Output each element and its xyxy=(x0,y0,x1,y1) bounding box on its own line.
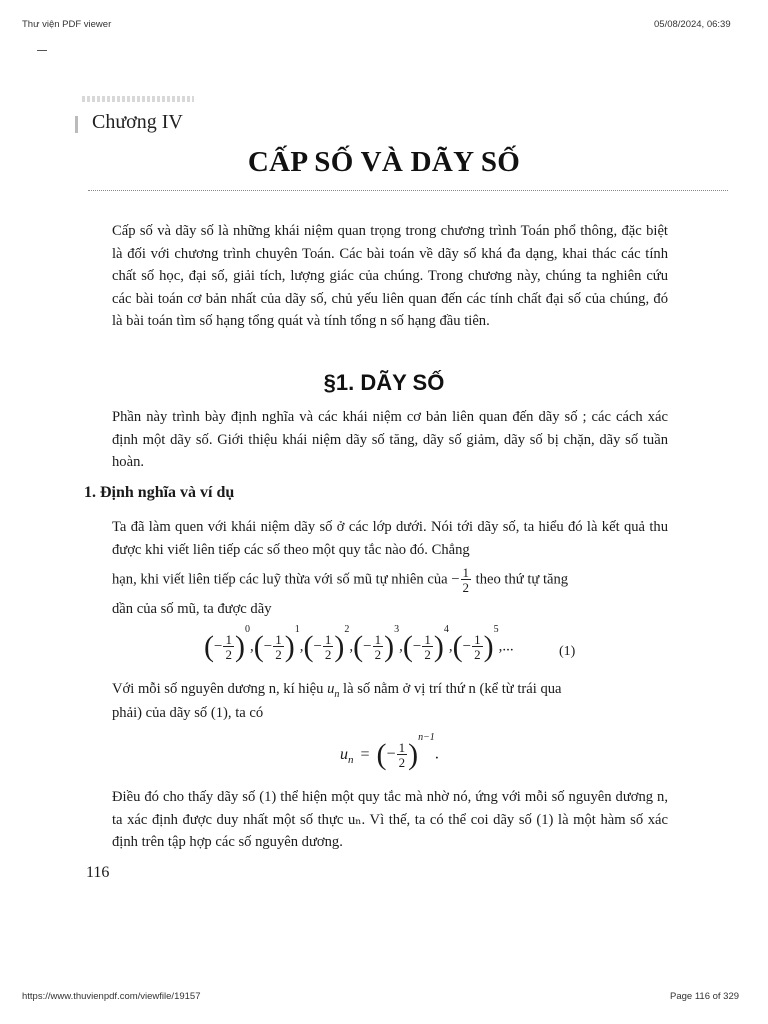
term-exponent: 0 xyxy=(244,624,250,635)
fraction-numerator: 1 xyxy=(462,565,469,580)
text-segment: hạn, khi viết liên tiếp các luỹ thừa với số mũ tự nhiên của xyxy=(112,571,448,588)
minimize-dash[interactable] xyxy=(37,50,47,51)
paragraph-line: phải) của dãy số (1), ta có xyxy=(112,705,264,721)
term-exponent: 4 xyxy=(443,624,449,635)
sequence-term: (− $\frac{1}{2}$ )$^2$ xyxy=(303,624,350,663)
sequence-term: (− $\frac{1}{2}$ )$^1$ xyxy=(253,624,300,663)
variable-subscript: n xyxy=(334,688,340,700)
viewer-title: Thư viện PDF viewer xyxy=(22,19,112,30)
chapter-decoration xyxy=(82,96,194,102)
term-exponent: 2 xyxy=(344,624,350,635)
variable-u: $u_n$ xyxy=(340,745,354,766)
sequence-formula: (− $\frac{1}{2}$ )$^0$,(− $\frac{1}{2}$ )$^1$,(− $\frac{1}{2}$ )$^2$,(− $\frac{1}{2}$ )$^3$,(− $\frac{1}{2}$ )$^4$,(− $\frac{1}{2}$ )$^5$,... xyxy=(204,624,514,663)
variable-u: $u_n$ xyxy=(327,681,340,700)
fraction-denominator: 2 xyxy=(462,580,469,595)
term-exponent: 1 xyxy=(294,624,300,635)
minus-sign: − xyxy=(451,571,460,588)
sequence-term: (− $\frac{1}{2}$ )$^0$ xyxy=(204,624,250,663)
fraction-minus-half xyxy=(451,566,472,594)
general-term-formula: $u_n$ = (− $\frac{1}{2}$ )$^{n-1}$. xyxy=(340,732,439,771)
chapter-title: CẤP SỐ VÀ DÃY SỐ xyxy=(247,146,521,178)
viewer-datetime: 05/08/2024, 06:39 xyxy=(654,19,731,30)
sequence-term: (− $\frac{1}{2}$ )$^5$ xyxy=(452,624,499,663)
text-segment: theo thứ tự tăng xyxy=(475,571,569,588)
term-exponent: 3 xyxy=(394,624,400,635)
section-title: §1. DÃY SỐ xyxy=(323,370,445,395)
chapter-bar xyxy=(75,116,78,133)
sequence-term: (− $\frac{1}{2}$ )$^3$ xyxy=(353,624,400,663)
text-segment: là số nằm ở vị trí thứ n (kể từ trái qua xyxy=(343,681,562,697)
term-exponent: 5 xyxy=(493,624,499,635)
sequence-tail: ,... xyxy=(498,638,514,655)
text-segment: Với mỗi số nguyên dương n, kí hiệu xyxy=(112,681,324,697)
viewer-url[interactable]: https://www.thuvienpdf.com/viewfile/19157 xyxy=(22,991,201,1002)
subsection-title: 1. Định nghĩa và ví dụ xyxy=(84,484,235,501)
chapter-label: Chương IV xyxy=(92,111,183,133)
formula-exponent: n−1 xyxy=(418,732,435,743)
paragraph-line: dần của số mũ, ta được dãy xyxy=(112,601,272,617)
divider-rule xyxy=(88,190,728,191)
chapter-intro: Cấp số và dãy số là những khái niệm quan trọng trong chương trình Toán phổ thông, đặc biệt là đối với chương trình chuyên Toán. Các bài toán về dãy số khá đa dạng, khai thác các tính chất số học, đại số, giải tích, lượng giác của chúng. Trong chương này, chúng ta nghiên cứu các bài toán cơ bản nhất của dãy số, chủ yếu liên quan đến các tính chất đại số của chúng, đó là bài toán tìm số hạng tổng quát và tính tổng n số hạng đầu tiên. xyxy=(112,223,668,329)
paragraph-notation xyxy=(112,681,668,700)
paragraph-definition: Ta đã làm quen với khái niệm dãy số ở các lớp dưới. Nói tới dãy số, ta hiểu đó là kết quả thu được khi viết liên tiếp các số theo một quy tắc nào đó. Chẳng xyxy=(112,519,668,558)
paragraph-line-fraction xyxy=(112,566,668,594)
sequence-term: (− $\frac{1}{2}$ )$^4$ xyxy=(402,624,449,663)
paragraph-conclusion: Điều đó cho thấy dãy số (1) thể hiện một quy tắc mà nhờ nó, ứng với mỗi số nguyên dương n, ta xác định được duy nhất một số thực uₙ. Vì thế, ta có thể coi dãy số (1) là một hàm số xác định trên tập hợp các số nguyên dương. xyxy=(112,789,668,850)
page-indicator: Page 116 of 329 xyxy=(670,991,740,1002)
page-number: 116 xyxy=(86,864,110,881)
equation-number: (1) xyxy=(559,644,576,659)
section-intro: Phần này trình bày định nghĩa và các khái niệm cơ bản liên quan đến dãy số ; các cách xác định một dãy số. Giới thiệu khái niệm dãy số tăng, dãy số giảm, dãy số bị chặn, dãy số tuần hoàn. xyxy=(112,409,668,470)
